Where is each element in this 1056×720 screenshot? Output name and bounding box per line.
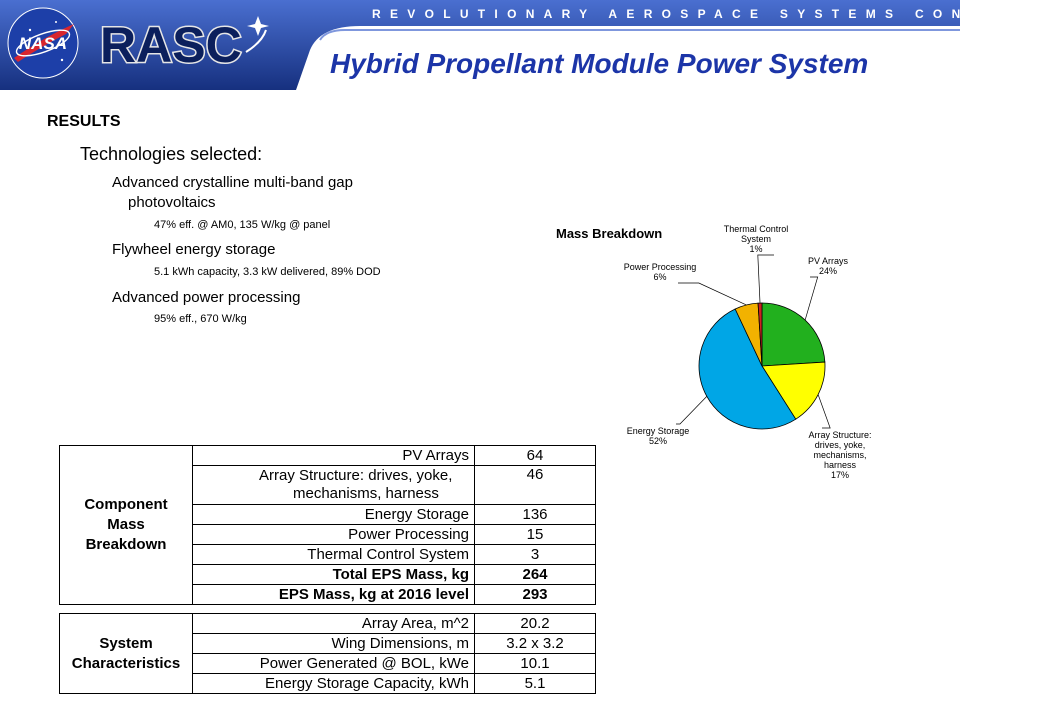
row-label: Array Area, m^2 (193, 614, 475, 634)
data-label-pv-arrays: PV Arrays 24% (807, 256, 849, 276)
tech-item-power-processing (112, 288, 442, 308)
table-spacer (60, 605, 596, 614)
tech-item-flywheel (112, 240, 442, 260)
mass-breakdown-pie-chart (540, 210, 950, 500)
header-tagline: REVOLUTIONARY AEROSPACE SYSTEMS CONCEPTS (372, 7, 1056, 21)
row-value: 5.1 (475, 674, 596, 694)
rasc-logo (96, 12, 276, 74)
row-label: Energy Storage (193, 505, 475, 525)
row-value: 20.2 (475, 614, 596, 634)
chart-title: Mass Breakdown (556, 226, 663, 241)
tech-item-label: Advanced power processing (112, 289, 301, 306)
data-label-energy-storage: Energy Storage 52% (626, 426, 690, 446)
table-row (60, 446, 596, 466)
group-title-component-mass: Component Mass Breakdown (60, 446, 193, 605)
row-value: 264 (475, 565, 596, 585)
row-value: 136 (475, 505, 596, 525)
header-band (0, 0, 1056, 90)
nasa-logo (6, 6, 80, 80)
tech-item-photovoltaics (112, 173, 442, 213)
data-label-thermal-control-system: Thermal Control System 1% (723, 224, 789, 254)
row-value: 46 (475, 466, 596, 505)
row-label: EPS Mass, kg at 2016 level (193, 585, 475, 605)
row-value: 3 (475, 545, 596, 565)
table-row (60, 614, 596, 634)
row-label: Power Processing (193, 525, 475, 545)
tech-detail-flywheel: 5.1 kWh capacity, 3.3 kW delivered, 89% DOD (154, 266, 381, 278)
tech-item-label-continued: photovoltaics (128, 194, 216, 211)
row-value: 15 (475, 525, 596, 545)
data-label-power-processing: Power Processing 6% (623, 262, 697, 282)
mass-characteristics-table (59, 445, 596, 694)
results-heading: RESULTS (47, 113, 121, 130)
row-label: Wing Dimensions, m (193, 634, 475, 654)
tech-item-label: Flywheel energy storage (112, 241, 276, 258)
row-label: Power Generated @ BOL, kWe (193, 654, 475, 674)
leader-line-energy-storage (676, 396, 707, 424)
svg-text:RASC: RASC (100, 17, 242, 73)
technologies-heading: Technologies selected: (80, 144, 263, 164)
leader-line-array-structure-drives-yoke-mechanisms-harness (818, 395, 830, 428)
row-label: Thermal Control System (193, 545, 475, 565)
row-label: Energy Storage Capacity, kWh (193, 674, 475, 694)
row-label: Total EPS Mass, kg (193, 565, 475, 585)
pie-slice-pv-arrays (762, 303, 825, 366)
row-value: 10.1 (475, 654, 596, 674)
row-value: 293 (475, 585, 596, 605)
group-title-system-characteristics: System Characteristics (60, 614, 193, 694)
row-value: 3.2 x 3.2 (475, 634, 596, 654)
leader-line-pv-arrays (805, 277, 818, 320)
tech-detail-photovoltaics: 47% eff. @ AM0, 135 W/kg @ panel (154, 219, 331, 231)
svg-text:NASA: NASA (18, 34, 68, 53)
row-label: Array Structure: drives, yoke, mechanisms, harness (193, 466, 475, 505)
row-value: 64 (475, 446, 596, 466)
tech-item-label: Advanced crystalline multi-band gap (112, 174, 353, 191)
leader-line-power-processing (678, 283, 746, 305)
tech-detail-power-processing: 95% eff., 670 W/kg (154, 313, 247, 325)
data-label-array-structure-drives-yoke-mechanisms-harness: Array Structure: drives, yoke, mechanisms, harness 17% (808, 430, 872, 480)
leader-line-thermal-control-system (758, 255, 774, 303)
page-title: Hybrid Propellant Module Power System (330, 48, 869, 79)
row-label: PV Arrays (193, 446, 475, 466)
